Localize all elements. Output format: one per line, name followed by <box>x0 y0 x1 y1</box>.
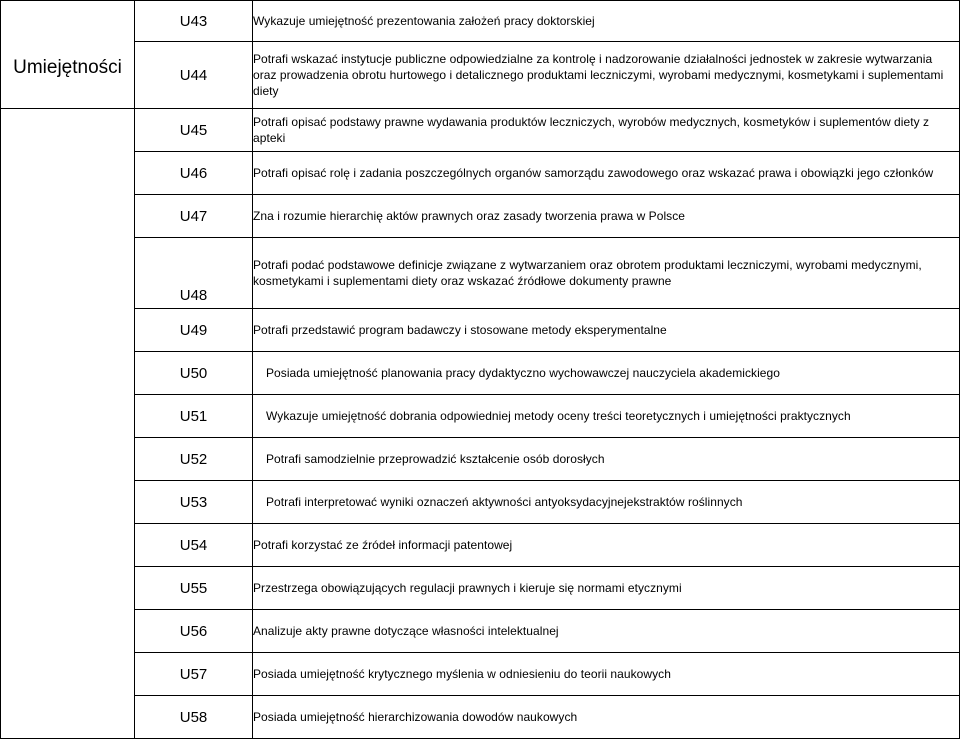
row-code: U46 <box>135 152 253 195</box>
table-row <box>1 238 960 309</box>
row-description: Posiada umiejętność krytycznego myślenia w odniesieniu do teorii naukowych <box>253 653 960 696</box>
row-description: Potrafi podać podstawowe definicje związane z wytwarzaniem oraz obrotem produktami leczniczymi, wyrobami medycznymi, kosmetykami i suplementami diety oraz wskazać źródłowe dokumenty prawne <box>253 238 960 309</box>
row-code: U58 <box>135 696 253 739</box>
row-description: Wykazuje umiejętność prezentowania założeń pracy doktorskiej <box>253 1 960 42</box>
table-row <box>1 152 960 195</box>
row-code: U52 <box>135 438 253 481</box>
table-row <box>1 109 960 152</box>
row-description: Posiada umiejętność planowania pracy dydaktyczno wychowawczej nauczyciela akademickiego <box>253 352 960 395</box>
category-cell <box>1 1 135 109</box>
table-row <box>1 195 960 238</box>
row-code: U47 <box>135 195 253 238</box>
table-row <box>1 1 960 42</box>
table-row <box>1 610 960 653</box>
row-description: Potrafi opisać podstawy prawne wydawania produktów leczniczych, wyrobów medycznych, kosmetyków i suplementów diety z apteki <box>253 109 960 152</box>
category-label: Umiejętności <box>13 57 122 78</box>
row-code: U56 <box>135 610 253 653</box>
table-row <box>1 309 960 352</box>
row-description: Posiada umiejętność hierarchizowania dowodów naukowych <box>253 696 960 739</box>
row-code: U50 <box>135 352 253 395</box>
row-description: Wykazuje umiejętność dobrania odpowiedniej metody oceny treści teoretycznych i umiejętności praktycznych <box>253 395 960 438</box>
row-code: U55 <box>135 567 253 610</box>
table-row <box>1 696 960 739</box>
table-row <box>1 395 960 438</box>
table-row <box>1 481 960 524</box>
table-row <box>1 42 960 109</box>
row-description: Potrafi korzystać ze źródeł informacji patentowej <box>253 524 960 567</box>
table-row <box>1 567 960 610</box>
row-description: Zna i rozumie hierarchię aktów prawnych oraz zasady tworzenia prawa w Polsce <box>253 195 960 238</box>
row-description: Analizuje akty prawne dotyczące własności intelektualnej <box>253 610 960 653</box>
row-description: Potrafi interpretować wyniki oznaczeń aktywności antyoksydacyjnejekstraktów roślinnych <box>253 481 960 524</box>
row-description: Potrafi samodzielnie przeprowadzić kształcenie osób dorosłych <box>253 438 960 481</box>
table-row <box>1 352 960 395</box>
row-code: U44 <box>135 42 253 109</box>
row-code: U57 <box>135 653 253 696</box>
table-row <box>1 524 960 567</box>
row-description: Potrafi opisać rolę i zadania poszczególnych organów samorządu zawodowego oraz wskazać prawa i obowiązki jego członków <box>253 152 960 195</box>
category-cell-empty <box>1 109 135 739</box>
row-code: U43 <box>135 1 253 42</box>
table-row <box>1 438 960 481</box>
row-code: U54 <box>135 524 253 567</box>
row-description: Przestrzega obowiązujących regulacji prawnych i kieruje się normami etycznymi <box>253 567 960 610</box>
row-code: U49 <box>135 309 253 352</box>
row-code: U51 <box>135 395 253 438</box>
row-description: Potrafi wskazać instytucje publiczne odpowiedzialne za kontrolę i nadzorowanie działalności jednostek w zakresie wytwarzania oraz prowadzenia obrotu hurtowego i detalicznego produktami leczniczymi, wyrobami medycznymi, kosmetykami i suplementami diety <box>253 42 960 109</box>
row-code: U48 <box>135 238 253 309</box>
row-description: Potrafi przedstawić program badawczy i stosowane metody eksperymentalne <box>253 309 960 352</box>
row-code: U45 <box>135 109 253 152</box>
row-code: U53 <box>135 481 253 524</box>
table-row <box>1 653 960 696</box>
